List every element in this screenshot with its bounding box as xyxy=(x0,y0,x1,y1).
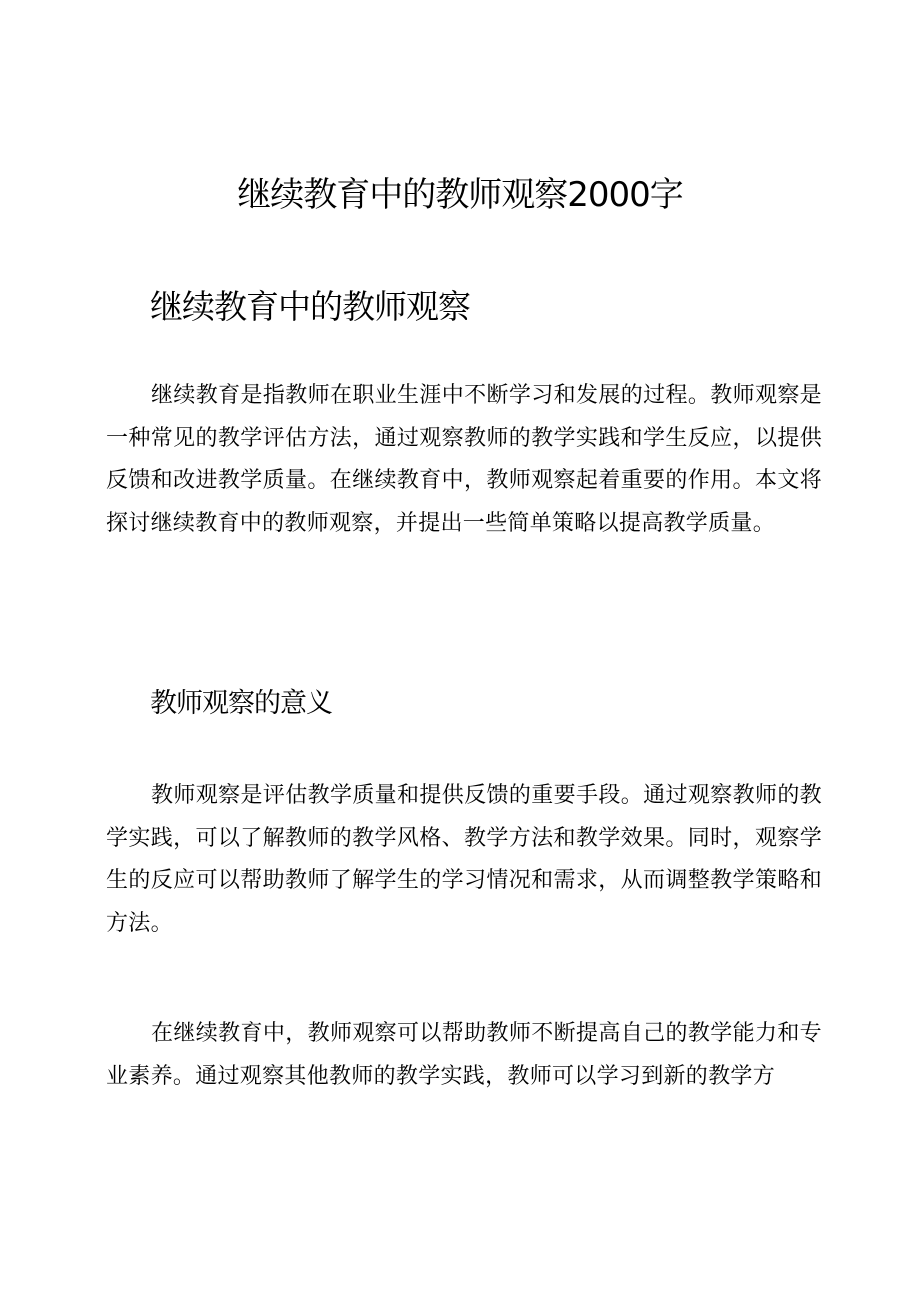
section-heading-significance: 教师观察的意义 xyxy=(150,688,332,719)
significance-paragraph-2: 在继续教育中，教师观察可以帮助教师不断提高自己的教学能力和专业素养。通过观察其他教师的教学实践，教师可以学习到新的教学方 xyxy=(106,1021,822,1089)
document-title: 继续教育中的教师观察2000字 xyxy=(237,175,683,215)
significance-paragraph-1: 教师观察是评估教学质量和提供反馈的重要手段。通过观察教师的教学实践，可以了解教师的教学风格、教学方法和教学效果。同时，观察学生的反应可以帮助教师了解学生的学习情况和需求，从而调整教学策略和方法。 xyxy=(106,783,822,936)
section-heading-main: 继续教育中的教师观察 xyxy=(150,287,470,326)
intro-paragraph: 继续教育是指教师在职业生涯中不断学习和发展的过程。教师观察是一种常见的教学评估方法，通过观察教师的教学实践和学生反应，以提供反馈和改进教学质量。在继续教育中，教师观察起着重要的作用。本文将探讨继续教育中的教师观察，并提出一些简单策略以提高教学质量。 xyxy=(106,383,822,536)
